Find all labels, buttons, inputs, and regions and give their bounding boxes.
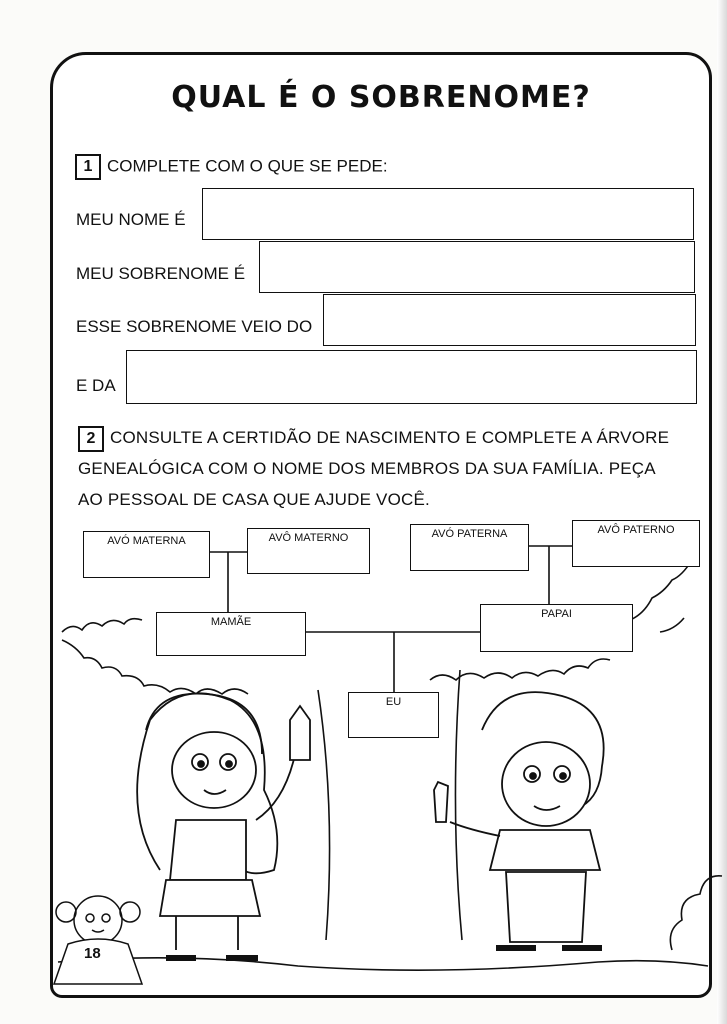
box-papai[interactable]: PAPAI [480, 604, 633, 652]
box-avo-materno[interactable]: AVÔ MATERNO [247, 528, 370, 574]
box-avo-paterno[interactable]: AVÔ PATERNO [572, 520, 700, 567]
exercise-2-line-1: CONSULTE A CERTIDÃO DE NASCIMENTO E COMPLETE A ÁRVORE [110, 428, 670, 447]
page-title: QUAL É O SOBRENOME? [171, 80, 591, 115]
exercise-2-number: 2 [78, 426, 104, 452]
box-avo-materna[interactable]: AVÓ MATERNA [83, 531, 210, 578]
box-eu[interactable]: EU [348, 692, 439, 738]
doll-drawing [54, 896, 142, 984]
and-from-label: E DA [76, 376, 116, 395]
girl-drawing [137, 693, 310, 958]
page-number: 18 [84, 945, 101, 962]
exercise-2-line-3: AO PESSOAL DE CASA QUE AJUDE VOCÊ. [78, 490, 430, 509]
box-avo-paterna[interactable]: AVÓ PATERNA [410, 524, 529, 571]
name-label: MEU NOME É [76, 210, 186, 229]
exercise-1-text: COMPLETE COM O QUE SE PEDE: [107, 156, 388, 176]
surname-label: MEU SOBRENOME É [76, 264, 246, 283]
surname-origin-label: ESSE SOBRENOME VEIO DO [76, 317, 313, 336]
exercise-1-number: 1 [75, 154, 101, 180]
box-mamae[interactable]: MAMÃE [156, 612, 306, 656]
exercise-2-line-2: GENEALÓGICA COM O NOME DOS MEMBROS DA SUA FAMÍLIA. PEÇA [78, 459, 656, 478]
